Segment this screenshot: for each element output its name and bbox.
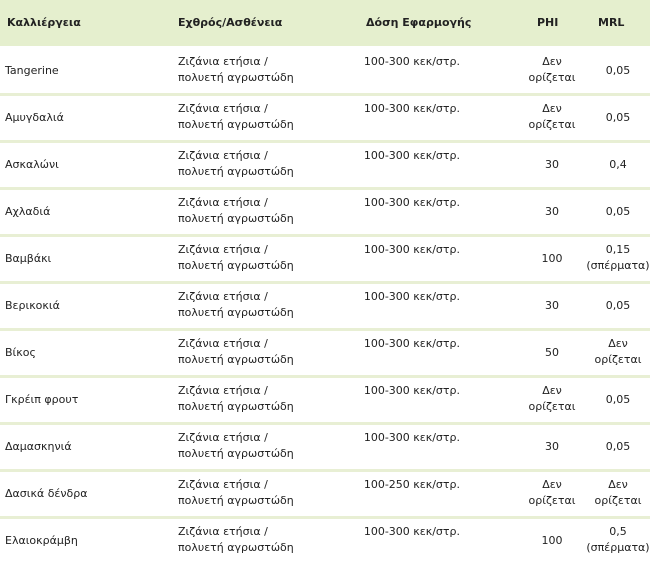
pest-line-1: Ζιζάνια ετήσια / bbox=[178, 55, 268, 68]
mrl-line-1: 0,05 bbox=[605, 299, 631, 312]
mrl-line-1: 0,05 bbox=[605, 393, 631, 406]
table-row bbox=[0, 49, 650, 93]
table-row bbox=[0, 519, 650, 563]
pest-cell bbox=[178, 54, 338, 86]
mrl-cell bbox=[586, 242, 650, 274]
phi-cell bbox=[514, 477, 590, 509]
pest-cell bbox=[178, 242, 338, 274]
pest-line-2: πολυετή αγρωστώδη bbox=[178, 71, 294, 84]
pest-cell bbox=[178, 524, 338, 556]
phi-line-2: ορίζεται bbox=[528, 118, 576, 131]
dose-cell: 100-300 κεκ/στρ. bbox=[363, 243, 460, 256]
phi-cell bbox=[514, 157, 590, 173]
table-row bbox=[0, 190, 650, 234]
pest-line-1: Ζιζάνια ετήσια / bbox=[178, 196, 268, 209]
pest-line-2: πολυετή αγρωστώδη bbox=[178, 165, 294, 178]
mrl-line-2: (σπέρματα) bbox=[586, 259, 650, 272]
column-header-crop: Καλλιέργεια bbox=[7, 16, 81, 29]
dose-cell: 100-300 κεκ/στρ. bbox=[363, 290, 460, 303]
pest-line-2: πολυετή αγρωστώδη bbox=[178, 212, 294, 225]
phi-line-2: ορίζεται bbox=[528, 494, 576, 507]
crop-cell: Ελαιοκράμβη bbox=[5, 534, 78, 547]
phi-line-1: Δεν bbox=[542, 478, 562, 491]
mrl-line-1: Δεν bbox=[608, 478, 628, 491]
pest-line-1: Ζιζάνια ετήσια / bbox=[178, 243, 268, 256]
mrl-cell bbox=[586, 204, 650, 220]
dose-cell: 100-300 κεκ/στρ. bbox=[363, 337, 460, 350]
pest-line-2: πολυετή αγρωστώδη bbox=[178, 306, 294, 319]
pest-line-2: πολυετή αγρωστώδη bbox=[178, 494, 294, 507]
mrl-line-1: 0,05 bbox=[605, 111, 631, 124]
crop-cell: Tangerine bbox=[5, 64, 59, 77]
column-header-mrl: MRL bbox=[598, 16, 625, 29]
phi-cell bbox=[514, 439, 590, 455]
table-row bbox=[0, 96, 650, 140]
table-row bbox=[0, 284, 650, 328]
column-header-pest: Εχθρός/Ασθένεια bbox=[178, 16, 283, 29]
dose-cell: 100-250 κεκ/στρ. bbox=[363, 478, 460, 491]
phi-cell bbox=[514, 54, 590, 86]
dose-cell: 100-300 κεκ/στρ. bbox=[363, 55, 460, 68]
phi-cell bbox=[514, 383, 590, 415]
phi-line-1: 30 bbox=[545, 205, 559, 218]
dose-cell: 100-300 κεκ/στρ. bbox=[363, 196, 460, 209]
pest-line-1: Ζιζάνια ετήσια / bbox=[178, 525, 268, 538]
phi-line-1: 30 bbox=[545, 299, 559, 312]
phi-cell bbox=[514, 298, 590, 314]
crop-cell: Αμυγδαλιά bbox=[5, 111, 64, 124]
pest-cell bbox=[178, 195, 338, 227]
crop-cell: Βερικοκιά bbox=[5, 299, 60, 312]
table-row bbox=[0, 425, 650, 469]
phi-line-1: Δεν bbox=[542, 384, 562, 397]
crop-cell: Βίκος bbox=[5, 346, 36, 359]
pest-line-2: πολυετή αγρωστώδη bbox=[178, 541, 294, 554]
dose-cell: 100-300 κεκ/στρ. bbox=[363, 525, 460, 538]
dose-cell: 100-300 κεκ/στρ. bbox=[363, 384, 460, 397]
phi-cell bbox=[514, 204, 590, 220]
phi-cell bbox=[514, 251, 590, 267]
mrl-cell bbox=[586, 392, 650, 408]
crop-cell: Βαμβάκι bbox=[5, 252, 52, 265]
pest-cell bbox=[178, 336, 338, 368]
phi-line-1: Δεν bbox=[542, 55, 562, 68]
pest-cell bbox=[178, 383, 338, 415]
mrl-cell bbox=[586, 63, 650, 79]
phi-cell bbox=[514, 345, 590, 361]
mrl-line-1: 0,05 bbox=[605, 64, 631, 77]
crop-cell: Αχλαδιά bbox=[5, 205, 51, 218]
pest-line-1: Ζιζάνια ετήσια / bbox=[178, 431, 268, 444]
phi-line-1: 100 bbox=[541, 534, 563, 547]
table-row bbox=[0, 472, 650, 516]
mrl-line-1: Δεν bbox=[608, 337, 628, 350]
phi-cell bbox=[514, 101, 590, 133]
dose-cell: 100-300 κεκ/στρ. bbox=[363, 102, 460, 115]
mrl-cell bbox=[586, 157, 650, 173]
pest-line-2: πολυετή αγρωστώδη bbox=[178, 400, 294, 413]
mrl-line-2: ορίζεται bbox=[594, 494, 642, 507]
mrl-line-1: 0,4 bbox=[609, 158, 627, 171]
mrl-cell bbox=[586, 110, 650, 126]
mrl-cell bbox=[586, 336, 650, 368]
crop-cell: Ασκαλώνι bbox=[5, 158, 59, 171]
mrl-line-1: 0,5 bbox=[609, 525, 627, 538]
pest-line-1: Ζιζάνια ετήσια / bbox=[178, 290, 268, 303]
pest-line-2: πολυετή αγρωστώδη bbox=[178, 353, 294, 366]
mrl-line-1: 0,05 bbox=[605, 440, 631, 453]
pest-line-2: πολυετή αγρωστώδη bbox=[178, 118, 294, 131]
mrl-line-1: 0,15 bbox=[605, 243, 631, 256]
dose-cell: 100-300 κεκ/στρ. bbox=[363, 149, 460, 162]
mrl-cell bbox=[586, 439, 650, 455]
pest-line-1: Ζιζάνια ετήσια / bbox=[178, 384, 268, 397]
pest-cell bbox=[178, 477, 338, 509]
phi-line-1: 50 bbox=[545, 346, 559, 359]
pest-line-1: Ζιζάνια ετήσια / bbox=[178, 102, 268, 115]
phi-line-1: 30 bbox=[545, 158, 559, 171]
phi-line-1: Δεν bbox=[542, 102, 562, 115]
mrl-line-1: 0,05 bbox=[605, 205, 631, 218]
pest-cell bbox=[178, 101, 338, 133]
mrl-cell bbox=[586, 298, 650, 314]
phi-line-2: ορίζεται bbox=[528, 71, 576, 84]
pest-cell bbox=[178, 289, 338, 321]
pest-line-1: Ζιζάνια ετήσια / bbox=[178, 478, 268, 491]
table-row bbox=[0, 331, 650, 375]
pest-line-1: Ζιζάνια ετήσια / bbox=[178, 337, 268, 350]
table-row bbox=[0, 237, 650, 281]
mrl-cell bbox=[586, 477, 650, 509]
table-row bbox=[0, 143, 650, 187]
mrl-line-2: ορίζεται bbox=[594, 353, 642, 366]
pest-line-2: πολυετή αγρωστώδη bbox=[178, 259, 294, 272]
phi-cell bbox=[514, 533, 590, 549]
pest-cell bbox=[178, 430, 338, 462]
column-header-dose: Δόση Εφαρμογής bbox=[366, 16, 472, 29]
crop-cell: Δαμασκηνιά bbox=[5, 440, 72, 453]
table-header bbox=[0, 0, 650, 46]
column-header-phi: PHI bbox=[537, 16, 559, 29]
pest-line-1: Ζιζάνια ετήσια / bbox=[178, 149, 268, 162]
phi-line-2: ορίζεται bbox=[528, 400, 576, 413]
crop-cell: Δασικά δένδρα bbox=[5, 487, 88, 500]
table-row bbox=[0, 378, 650, 422]
phi-line-1: 30 bbox=[545, 440, 559, 453]
mrl-cell bbox=[586, 524, 650, 556]
pest-line-2: πολυετή αγρωστώδη bbox=[178, 447, 294, 460]
mrl-line-2: (σπέρματα) bbox=[586, 541, 650, 554]
dose-cell: 100-300 κεκ/στρ. bbox=[363, 431, 460, 444]
phi-line-1: 100 bbox=[541, 252, 563, 265]
pest-cell bbox=[178, 148, 338, 180]
crop-cell: Γκρέιπ φρουτ bbox=[5, 393, 79, 406]
